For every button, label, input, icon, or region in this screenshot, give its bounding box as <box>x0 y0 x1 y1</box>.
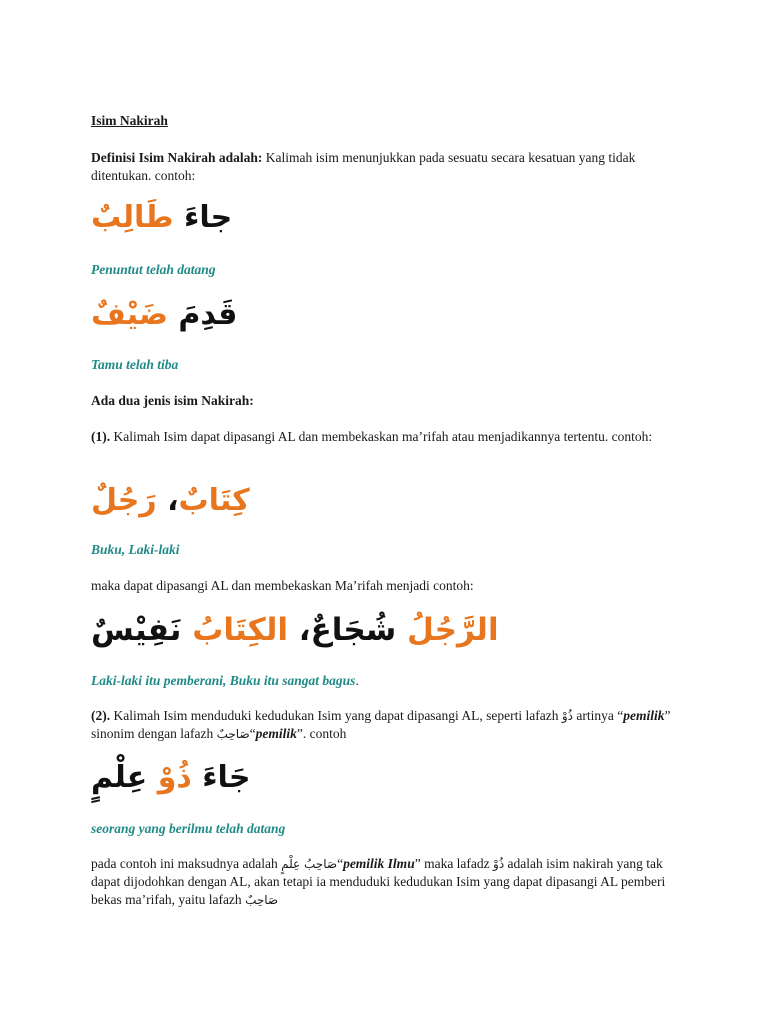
arabic-inline-dzu: ذُوْ <box>561 709 574 723</box>
arabic-word-thalib: طَالِبٌ <box>91 200 174 235</box>
arabic-word-kitab: كِتَابٌ <box>178 483 250 518</box>
final-text-1: pada contoh ini maksudnya adalah <box>91 856 278 871</box>
arabic-word-dhaif: ضَيْفٌ <box>91 297 168 332</box>
arabic-word-qadima: قَدِمَ <box>178 297 238 332</box>
final-italic-pemilik-ilmu: pemilik Ilmu <box>343 856 415 871</box>
definition-label: Definisi Isim Nakirah adalah: <box>91 150 263 165</box>
translation-4-line <box>91 672 688 690</box>
arabic-inline-shahib-2: صَاحِبٌ <box>245 893 279 907</box>
arabic-example-2 <box>91 295 237 335</box>
kind-2-text-4: “ <box>249 726 256 741</box>
arabic-inline-dzu-2: ذُوْ <box>493 857 505 871</box>
kind-2-text-5: ”. contoh <box>296 726 347 741</box>
arabic-example-3 <box>91 481 250 521</box>
translation-4-dot: . <box>355 673 359 688</box>
arabic-word-ilmin: عِلْمٍ <box>91 760 148 795</box>
final-text-3: ” maka lafadz <box>414 856 490 871</box>
final-text-2: “ <box>337 856 344 871</box>
arabic-word-nafisun: نَفِيْسٌ <box>91 612 182 648</box>
translation-1: Penuntut telah datang <box>91 262 216 277</box>
kind-2-italic-pemilik-1: pemilik <box>623 708 665 723</box>
kind-1-paragraph <box>91 428 688 446</box>
kind-2-text-1: Kalimah Isim menduduki kedudukan Isim yang dapat dipasangi AL, seperti lafazh <box>113 708 559 723</box>
arabic-word-syujaun: شُجَاعٌ <box>310 612 397 648</box>
arabic-inline-shahibu-ilmin: صَاحِبُ عِلْمٍ <box>281 857 338 871</box>
kinds-heading: Ada dua jenis isim Nakirah: <box>91 393 254 408</box>
final-text-4: adalah isim nakirah yang tak dapat dijodohkan dengan AL, akan tetapi ia menduduki kedudukan Isim yang dapat dipasangi AL pemberi bekas ma’rifah, yaitu lafazh <box>91 856 666 907</box>
arabic-comma-2: ، <box>298 612 311 648</box>
final-paragraph <box>91 855 688 909</box>
definition-paragraph <box>91 149 688 185</box>
heading-isim-nakirah: Isim Nakirah <box>91 113 168 128</box>
kind-2-number: (2). <box>91 708 111 723</box>
translation-2: Tamu telah tiba <box>91 357 179 372</box>
arabic-comma: ، <box>167 483 179 518</box>
translation-5: seorang yang berilmu telah datang <box>91 821 286 836</box>
arabic-word-ar-rajulu: الرَّجُلُ <box>407 612 499 648</box>
kind-2-text-3: ” sinonim dengan lafazh <box>91 708 671 741</box>
arabic-example-5 <box>91 758 250 798</box>
translation-3: Buku, Laki-laki <box>91 542 180 557</box>
kind-2-paragraph <box>91 707 688 743</box>
arabic-inline-shahib: صَاحِبٌ <box>216 727 250 741</box>
kind-1-text: Kalimah Isim dapat dipasangi AL dan membekaskan ma’rifah atau menjadikannya tertentu. contoh: <box>113 429 653 444</box>
arabic-word-jaa-2: جَاءَ <box>202 760 251 795</box>
arabic-word-dzu: ذُوْ <box>157 760 192 795</box>
kind-2-text-2: artinya “ <box>576 708 624 723</box>
arabic-example-4 <box>91 610 499 650</box>
marifah-sentence: maka dapat dipasangi AL dan membekaskan Ma’rifah menjadi contoh: <box>91 578 474 593</box>
arabic-word-al-kitabu: الكِتَابُ <box>192 612 288 648</box>
translation-4: Laki-laki itu pemberani, Buku itu sangat bagus <box>91 673 356 688</box>
kind-1-number: (1). <box>91 429 111 444</box>
arabic-word-rajul: رَجُلٌ <box>91 483 157 518</box>
definition-text: Kalimah isim menunjukkan pada sesuatu secara kesatuan yang tidak ditentukan. contoh: <box>91 150 636 183</box>
arabic-example-1 <box>91 198 232 238</box>
arabic-word-jaa: جاءَ <box>184 200 233 235</box>
kind-2-italic-pemilik-2: pemilik <box>255 726 297 741</box>
